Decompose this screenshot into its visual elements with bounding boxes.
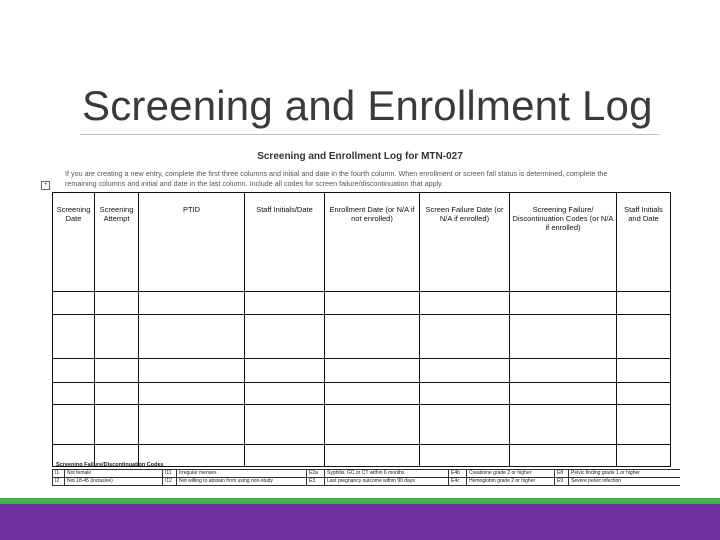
code-text: Last pregnancy outcome within 90 days — [325, 478, 449, 486]
code-text: Pelvic finding grade 1 or higher — [569, 470, 681, 478]
code-text: Not 18-45 (inclusive) — [65, 478, 163, 486]
move-handle-icon[interactable]: + — [41, 181, 50, 190]
code-text: Not willing to abstain from using non-study — [177, 478, 307, 486]
col-staff-initials-date: Staff Initials/Date — [245, 193, 325, 292]
col-screen-failure-date: Screen Failure Date (or N/A if enrolled) — [420, 193, 510, 292]
slide-title: Screening and Enrollment Log — [82, 82, 653, 129]
codes-table — [52, 469, 680, 486]
table-row — [53, 405, 671, 445]
table-row — [53, 292, 671, 315]
log-table — [52, 192, 671, 467]
code-text: Creatinine grade 2 or higher — [467, 470, 555, 478]
title-divider — [80, 134, 660, 135]
code-id: E4b — [449, 470, 467, 478]
codes-row — [53, 478, 681, 486]
code-id: E4c — [449, 478, 467, 486]
col-enrollment-date: Enrollment Date (or N/A if not enrolled) — [325, 193, 420, 292]
code-id: I1 — [53, 470, 65, 478]
code-id: I2 — [53, 478, 65, 486]
code-text: Severe pelvic infection — [569, 478, 681, 486]
col-screening-date: Screening Date — [53, 193, 95, 292]
code-id: E8 — [555, 470, 569, 478]
col-failure-codes: Screening Failure/ Discontinuation Codes (or N/A if enrolled) — [510, 193, 617, 292]
code-id: E3 — [307, 478, 325, 486]
code-id: E2a — [307, 470, 325, 478]
instruction-line: remaining columns and initial and date in the last column. Include all codes for screen failure/discontinuation that apply. — [65, 179, 444, 188]
table-row — [53, 383, 671, 405]
table-row — [53, 315, 671, 359]
code-id: E9 — [555, 478, 569, 486]
codes-row — [53, 470, 681, 478]
table-row — [53, 359, 671, 383]
code-text: Irregular menses — [177, 470, 307, 478]
instruction-line: If you are creating a new entry, complete the first three columns and initial and date in the fourth column. When enrollment or screen fail status is determined, complete the — [65, 169, 608, 178]
log-document-image — [40, 146, 680, 492]
col-ptid: PTID — [139, 193, 245, 292]
document-title: Screening and Enrollment Log for MTN-027 — [257, 151, 463, 162]
code-text: Hemoglobin grade 2 or higher — [467, 478, 555, 486]
footer-bar-purple — [0, 504, 720, 540]
code-text: Syphilis, GC or CT within 6 months — [325, 470, 449, 478]
code-id: I11 — [163, 470, 177, 478]
code-text: Not female — [65, 470, 163, 478]
col-staff-initials-and-date: Staff Initials and Date — [617, 193, 671, 292]
code-id: I12 — [163, 478, 177, 486]
codes-title: Screening Failure/Discontinuation Codes — [56, 462, 164, 468]
instructions — [65, 169, 665, 189]
col-screening-attempt: Screening Attempt — [95, 193, 139, 292]
log-header-row — [53, 193, 671, 292]
